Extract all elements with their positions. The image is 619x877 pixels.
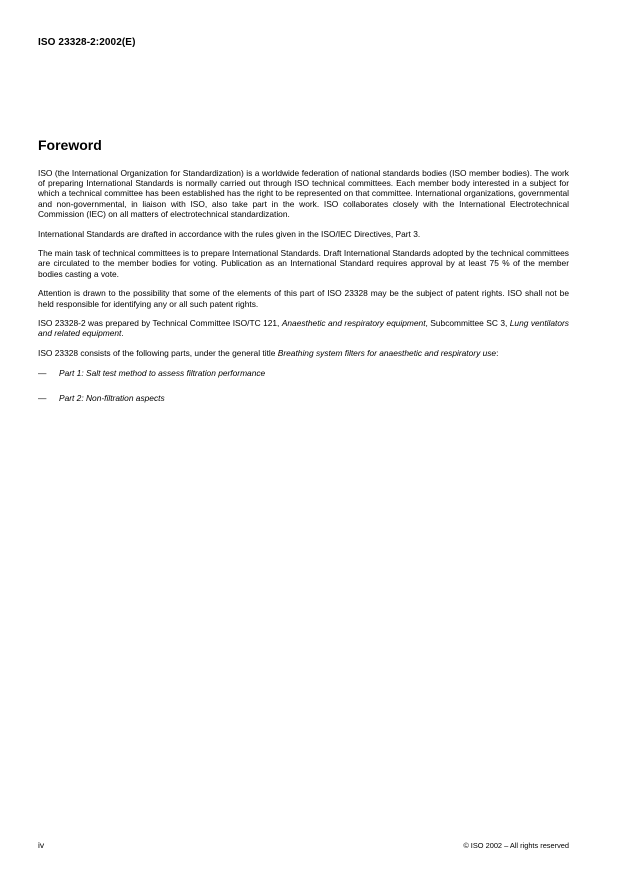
foreword-body [38, 168, 569, 418]
dash-bullet: — [38, 393, 47, 404]
subcommittee-text: , Subcommittee SC 3, [425, 318, 510, 329]
page-number: iv [38, 840, 45, 850]
dash-bullet: — [38, 367, 47, 378]
paragraph-parts-intro [38, 348, 569, 358]
subcommittee-title: Lung ventilators and related equipment [38, 318, 569, 339]
paragraph-directives: International Standards are drafted in accordance with the rules given in the ISO/IEC Directives, Part 3. [38, 228, 421, 239]
parts-intro-text: ISO 23328 consists of the following parts, under the general title [38, 348, 278, 359]
general-title: Breathing system filters for anaesthetic and respiratory use [277, 348, 497, 359]
part-2-title: Part 2: Non-filtration aspects [59, 393, 165, 404]
part-1-title: Part 1: Salt test method to assess filtration performance [59, 367, 266, 378]
parts-list [38, 368, 569, 403]
paragraph-patent-rights: Attention is drawn to the possibility that some of the elements of this part of ISO 23328 may be the subject of patent rights. ISO shall not be held responsible for identifying any or all such patent rights. [38, 288, 569, 309]
paragraph-prepared-by [38, 318, 569, 338]
section-title: Foreword [38, 137, 102, 153]
paragraph-main-task: The main task of technical committees is to prepare International Standards. Draft International Standards adopted by the technical committees are circulated to the member bodies for voting. Publication as an International Standard requires approval by at least 75 % of the member bodies casting a vote. [38, 248, 569, 279]
list-item [38, 368, 569, 378]
copyright-notice: © ISO 2002 – All rights reserved [463, 841, 569, 850]
parts-intro-end: : [496, 348, 499, 359]
document-id-header: ISO 23328-2:2002(E) [38, 37, 136, 48]
paragraph-iso-intro: ISO (the International Organization for Standardization) is a worldwide federation of national standards bodies (ISO member bodies). The work of preparing International Standards is normally carried out through ISO technical committees. Each member body interested in a subject for which a technical committee has been established has the right to be represented on that committee. International organizations, governmental and non-governmental, in liaison with ISO, also take part in the work. ISO collaborates closely with the International Electrotechnical Commission (IEC) on all matters of electrotechnical standardization. [38, 168, 569, 219]
committee-title: Anaesthetic and respiratory equipment [281, 318, 426, 329]
prepared-by-text: ISO 23328-2 was prepared by Technical Committee ISO/TC 121, [38, 318, 282, 329]
prepared-by-end: . [121, 328, 124, 339]
list-item [38, 393, 569, 403]
